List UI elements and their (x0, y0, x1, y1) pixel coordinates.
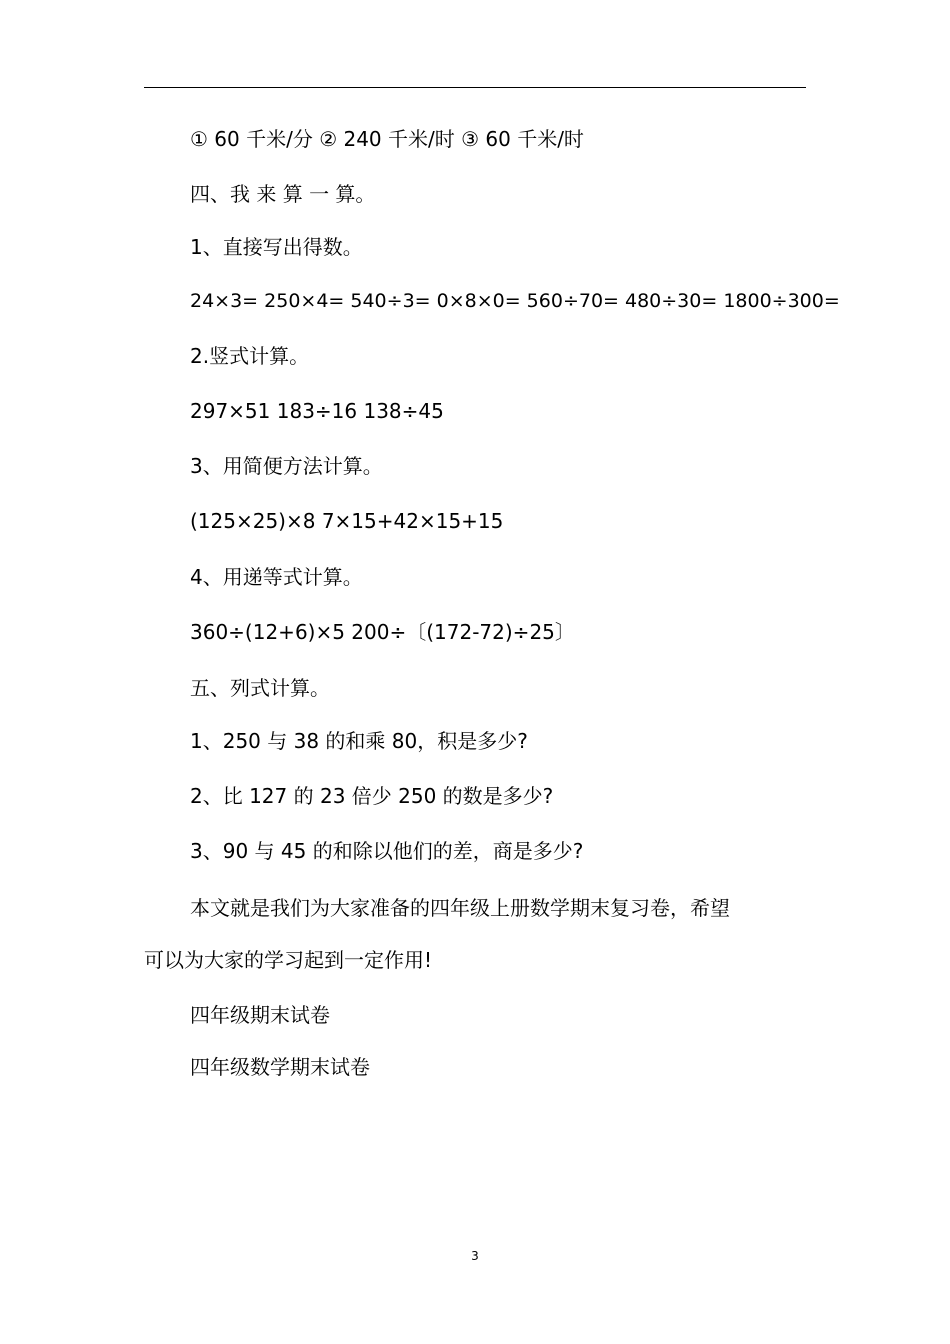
related-link-exam[interactable]: 四年级期末试卷 (190, 1003, 330, 1027)
question-simplified-calculation: 3、用简便方法计算。 (190, 454, 383, 478)
word-problem-3: 3、90 与 45 的和除以他们的差，商是多少? (190, 839, 584, 863)
direct-answer-expressions: 24×3= 250×4= 540÷3= 0×8×0= 560÷70= 480÷30= 1800÷300= (190, 290, 840, 312)
simplified-calculation-expressions: (125×25)×8 7×15+42×15+15 (190, 509, 504, 533)
question-step-calculation: 4、用递等式计算。 (190, 565, 363, 589)
section-five-heading: 五、列式计算。 (190, 676, 330, 700)
section-four-heading: 四、我 来 算 一 算。 (190, 182, 376, 206)
closing-paragraph-line-2: 可以为大家的学习起到一定作用! (144, 948, 433, 972)
related-link-math-exam[interactable]: 四年级数学期末试卷 (190, 1055, 370, 1079)
vertical-calculation-expressions: 297×51 183÷16 138÷45 (190, 399, 444, 423)
question-direct-answers: 1、直接写出得数。 (190, 235, 363, 259)
step-calculation-expressions: 360÷(12+6)×5 200÷〔(172-72)÷25〕 (190, 620, 575, 644)
header-rule (144, 87, 806, 88)
word-problem-1: 1、250 与 38 的和乘 80，积是多少? (190, 729, 528, 753)
closing-paragraph-line-1: 本文就是我们为大家准备的四年级上册数学期末复习卷，希望 (190, 896, 730, 920)
page-number: 3 (471, 1249, 479, 1263)
question-vertical-calculation: 2.竖式计算。 (190, 344, 310, 368)
answer-options-line: ① 60 千米/分 ② 240 千米/时 ③ 60 千米/时 (190, 127, 584, 151)
word-problem-2: 2、比 127 的 23 倍少 250 的数是多少? (190, 784, 554, 808)
